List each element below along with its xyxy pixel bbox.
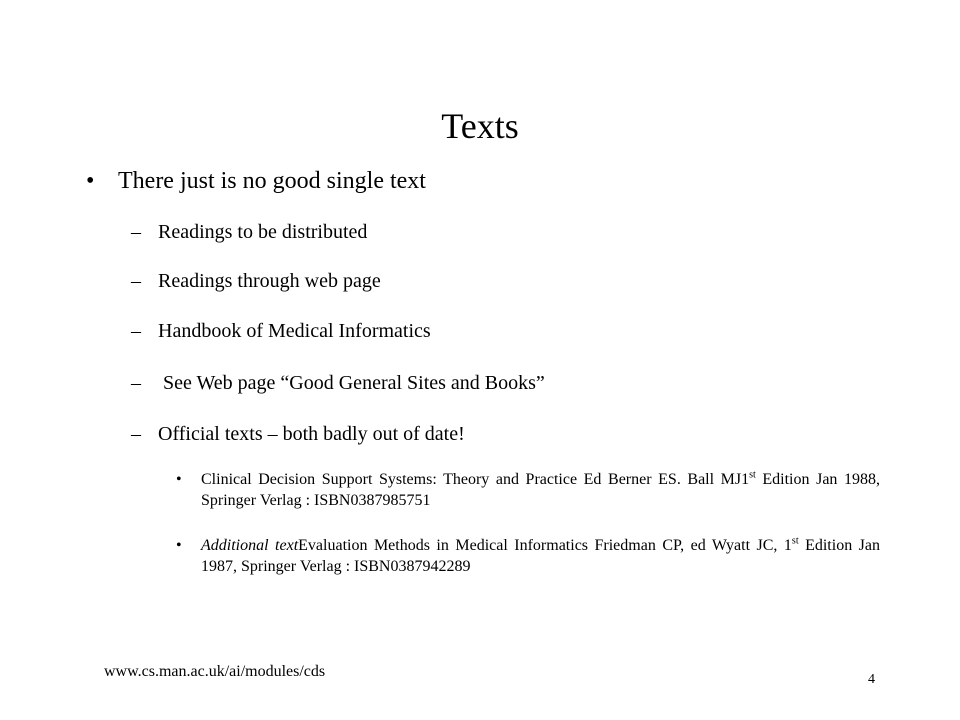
sub-item [131, 370, 545, 396]
sub-item [131, 219, 367, 245]
italic-label: Additional text [201, 537, 299, 554]
reference-text-part: Evaluation Methods in Medical Informatics Friedman CP, ed Wyatt JC, 1 [298, 537, 792, 554]
sub-item-text: Readings through web page [158, 270, 381, 292]
main-bullet-text: There just is no good single text [118, 168, 426, 194]
dash-marker: – [131, 221, 141, 243]
reference-text-part: Edition Jan 1987, Springer Verlag : ISBN0387942289 [201, 537, 881, 575]
sub-item [131, 318, 431, 344]
sub-item-text: See Web page “Good General Sites and Books” [158, 372, 545, 394]
reference-item [176, 469, 880, 511]
footer-url: www.cs.man.ac.uk/ai/modules/cds [104, 663, 326, 680]
sub-item-text: Handbook of Medical Informatics [158, 320, 431, 342]
sub-item-text: Official texts – both badly out of date! [158, 423, 465, 445]
bullet-marker: • [86, 168, 95, 194]
page-number: 4 [868, 672, 875, 687]
reference-text-part: Edition Jan 1988, Springer Verlag : ISBN0387985751 [201, 471, 881, 509]
ordinal-suffix: st [791, 535, 799, 547]
reference-item [176, 535, 880, 577]
reference-text [201, 469, 880, 511]
sub-item [131, 421, 465, 447]
dash-marker: – [131, 372, 141, 394]
sub-item [131, 268, 381, 294]
ordinal-suffix: st [749, 469, 756, 481]
dash-marker: – [131, 423, 141, 445]
main-bullet [86, 166, 426, 196]
dash-marker: – [131, 320, 141, 342]
dash-marker: – [131, 270, 141, 292]
reference-text [201, 535, 880, 577]
slide-title: Texts [441, 106, 519, 146]
bullet-marker: • [176, 537, 182, 554]
bullet-marker: • [176, 471, 182, 488]
reference-text-part: Clinical Decision Support Systems: Theory and Practice Ed Berner ES. Ball MJ1 [201, 471, 750, 488]
sub-item-text: Readings to be distributed [158, 221, 368, 243]
